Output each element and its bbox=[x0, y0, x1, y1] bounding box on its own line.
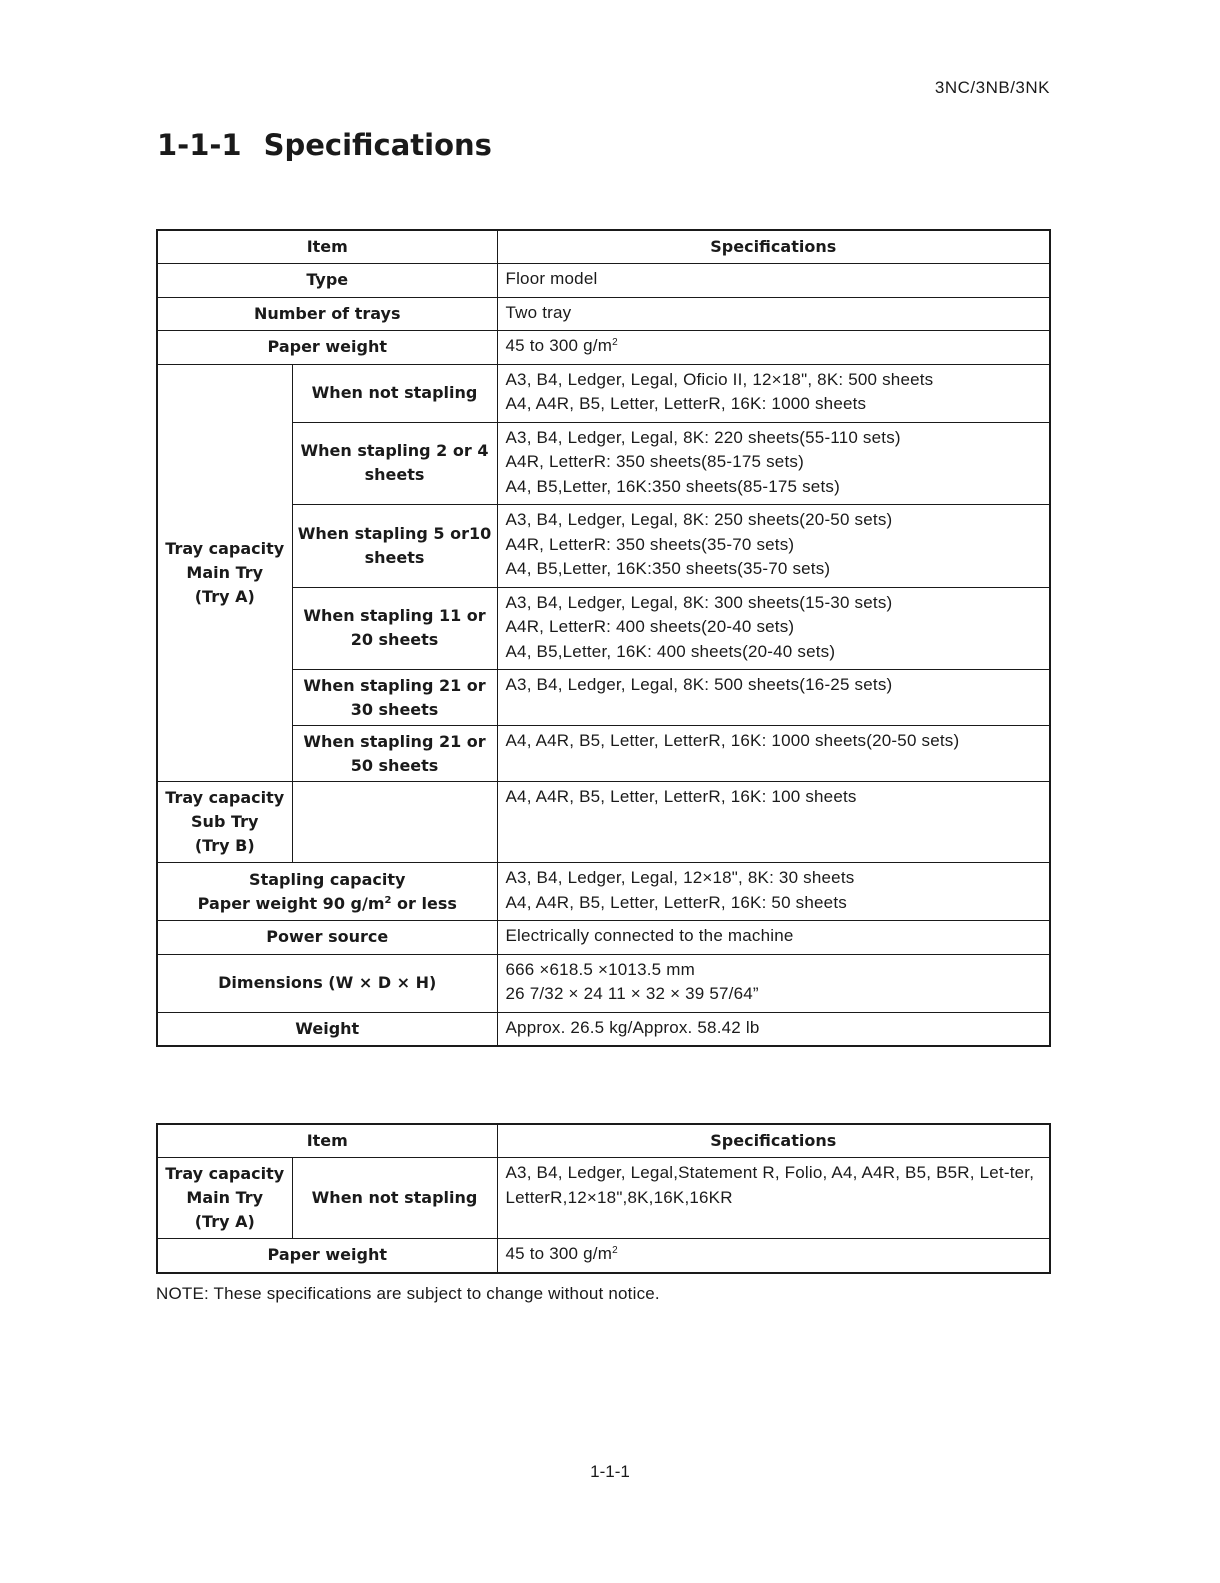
column-header-specifications: Specifications bbox=[497, 230, 1050, 264]
row-label-type: Type bbox=[157, 264, 497, 298]
table-row bbox=[157, 954, 1050, 1012]
table-row bbox=[157, 331, 1050, 365]
table-row bbox=[157, 264, 1050, 298]
row-value-stapling-21-50: A4, A4R, B5, Letter, LetterR, 16K: 1000 sheets(20-50 sets) bbox=[497, 726, 1050, 782]
table-row bbox=[157, 921, 1050, 955]
row-label-weight: Weight bbox=[157, 1012, 497, 1046]
row-value-sub-tray: A4, A4R, B5, Letter, LetterR, 16K: 100 sheets bbox=[497, 782, 1050, 863]
column-header-specifications: Specifications bbox=[497, 1124, 1050, 1158]
row-value-not-stapling: A3, B4, Ledger, Legal, Oficio II, 12×18", 8K: 500 sheets A4, A4R, B5, Letter, LetterR, 16K: 1000 sheets bbox=[497, 364, 1050, 422]
model-code: 3NC/3NB/3NK bbox=[934, 78, 1050, 97]
row-label-main-tray-capacity: Tray capacity Main Try (Try A) bbox=[157, 1158, 292, 1239]
table-row bbox=[157, 297, 1050, 331]
specifications-note: NOTE: These specifications are subject to change without notice. bbox=[156, 1284, 660, 1303]
table-row bbox=[157, 1239, 1050, 1273]
section-number: 1-1-1 bbox=[157, 128, 242, 162]
row-value-power-source: Electrically connected to the machine bbox=[497, 921, 1050, 955]
row-value-stapling-21-30: A3, B4, Ledger, Legal, 8K: 500 sheets(16-25 sets) bbox=[497, 670, 1050, 726]
row-value-number-of-trays: Two tray bbox=[497, 297, 1050, 331]
table-row bbox=[157, 1158, 1050, 1239]
row-value-not-stapling: A3, B4, Ledger, Legal,Statement R, Folio, A4, A4R, B5, B5R, Let-ter, LetterR,12×18",8K,16K,16KR bbox=[497, 1158, 1050, 1239]
row-value-stapling-capacity: A3, B4, Ledger, Legal, 12×18", 8K: 30 sheets A4, A4R, B5, Letter, LetterR, 16K: 50 sheets bbox=[497, 863, 1050, 921]
column-header-item: Item bbox=[157, 230, 497, 264]
row-label-paper-weight: Paper weight bbox=[157, 1239, 497, 1273]
row-label-paper-weight: Paper weight bbox=[157, 331, 497, 365]
row-label-power-source: Power source bbox=[157, 921, 497, 955]
page-number: 1-1-1 bbox=[590, 1462, 630, 1481]
table-row bbox=[157, 863, 1050, 921]
condition-not-stapling: When not stapling bbox=[292, 1158, 497, 1239]
section-title-text: Specifications bbox=[263, 128, 492, 162]
row-label-main-tray-capacity: Tray capacity Main Try (Try A) bbox=[157, 364, 292, 782]
table-row bbox=[157, 364, 1050, 422]
row-value-stapling-11-20: A3, B4, Ledger, Legal, 8K: 300 sheets(15-30 sets) A4R, LetterR: 400 sheets(20-40 sets) A4, B5,Letter, 16K: 400 sheets(20-40 sets) bbox=[497, 587, 1050, 670]
row-value-type: Floor model bbox=[497, 264, 1050, 298]
condition-not-stapling: When not stapling bbox=[292, 364, 497, 422]
row-label-sub-tray-capacity: Tray capacity Sub Try (Try B) bbox=[157, 782, 292, 863]
condition-stapling-2-4: When stapling 2 or 4 sheets bbox=[292, 422, 497, 505]
row-value-paper-weight: 45 to 300 $g/m^2$ bbox=[497, 331, 1050, 365]
empty-cell bbox=[292, 782, 497, 863]
table-header-row bbox=[157, 1124, 1050, 1158]
specifications-table bbox=[156, 229, 1051, 1047]
section-title bbox=[157, 128, 492, 162]
table-row bbox=[157, 782, 1050, 863]
table-header-row bbox=[157, 230, 1050, 264]
condition-stapling-5-10: When stapling 5 or10 sheets bbox=[292, 505, 497, 588]
row-value-weight: Approx. 26.5 kg/Approx. 58.42 lb bbox=[497, 1012, 1050, 1046]
row-label-stapling-capacity: Stapling capacity Paper weight 90 $g/m^2$ or less bbox=[157, 863, 497, 921]
row-value-stapling-2-4: A3, B4, Ledger, Legal, 8K: 220 sheets(55-110 sets) A4R, LetterR: 350 sheets(85-175 sets) A4, B5,Letter, 16K:350 sheets(85-175 sets) bbox=[497, 422, 1050, 505]
table-row bbox=[157, 1012, 1050, 1046]
row-label-dimensions: Dimensions (W × D × H) bbox=[157, 954, 497, 1012]
row-value-stapling-5-10: A3, B4, Ledger, Legal, 8K: 250 sheets(20-50 sets) A4R, LetterR: 350 sheets(35-70 sets) A4, B5,Letter, 16K:350 sheets(35-70 sets) bbox=[497, 505, 1050, 588]
option-specifications-table bbox=[156, 1123, 1051, 1274]
condition-stapling-21-50: When stapling 21 or 50 sheets bbox=[292, 726, 497, 782]
row-label-number-of-trays: Number of trays bbox=[157, 297, 497, 331]
row-value-dimensions: 666 ×618.5 ×1013.5 mm 26 7/32 × 24 11 × 32 × 39 57/64” bbox=[497, 954, 1050, 1012]
row-value-paper-weight: 45 to 300 $g/m^2$ bbox=[497, 1239, 1050, 1273]
column-header-item: Item bbox=[157, 1124, 497, 1158]
condition-stapling-21-30: When stapling 21 or 30 sheets bbox=[292, 670, 497, 726]
condition-stapling-11-20: When stapling 11 or 20 sheets bbox=[292, 587, 497, 670]
